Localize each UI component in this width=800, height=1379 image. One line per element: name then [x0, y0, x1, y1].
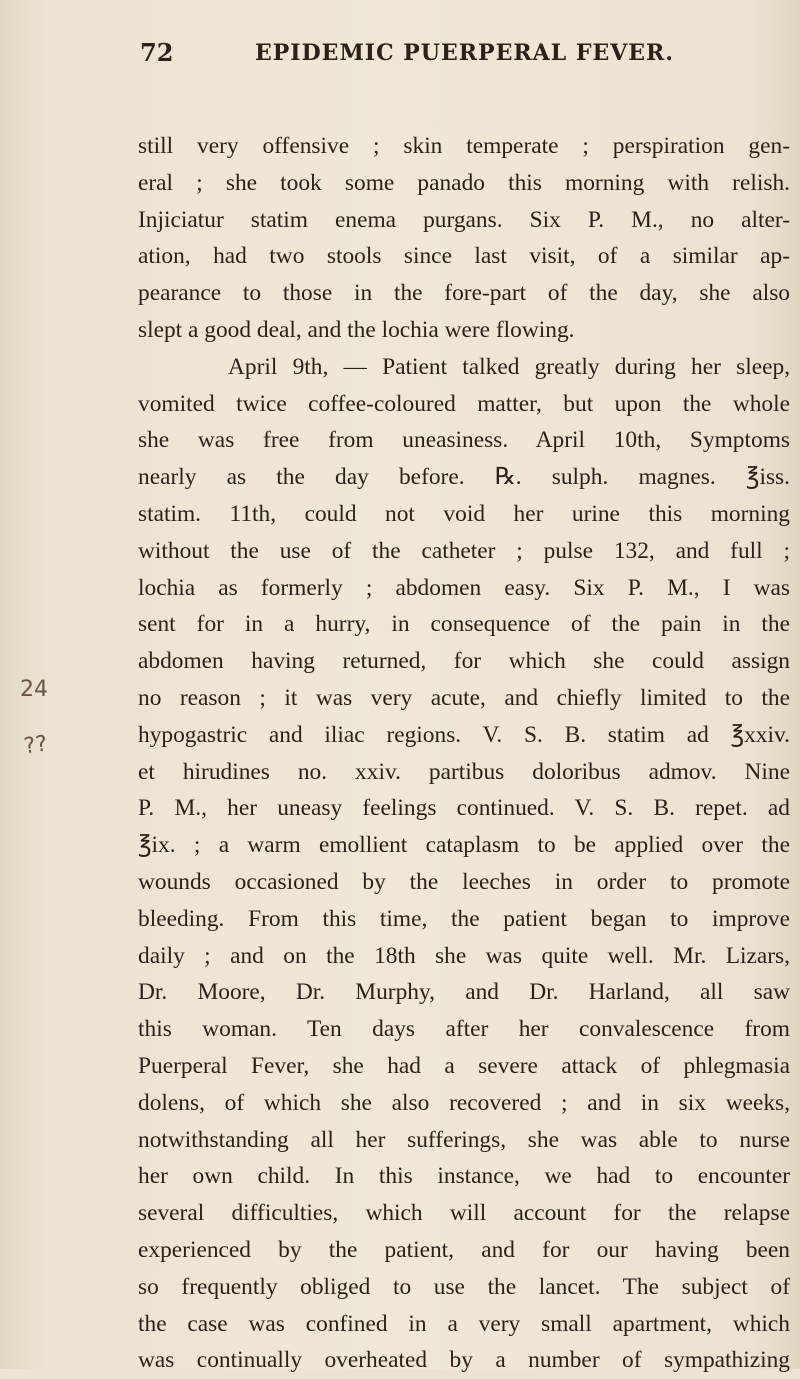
margin-note: 24 — [20, 677, 48, 702]
text-line: lochia as formerly ; abdomen easy. Six P. M., I was — [138, 574, 790, 601]
text-line: so frequently obliged to use the lancet. The subject of — [138, 1273, 790, 1300]
text-line: still very offensive ; skin temperate ; perspiration gen- — [138, 133, 790, 159]
text-line: no reason ; it was very acute, and chiefly limited to the — [138, 684, 790, 711]
text-line: she was free from uneasiness. April 10th, Symptoms — [138, 427, 790, 454]
text-line: abdomen having returned, for which she could assign — [138, 648, 790, 675]
margin-note: ?? — [22, 731, 49, 760]
text-line: bleeding. From this time, the patient began to improve — [138, 905, 790, 932]
text-line: several difficulties, which will account for the relapse — [138, 1200, 790, 1227]
text-line: April 9th, — Patient talked greatly during her sleep, — [228, 353, 790, 380]
text-line: sent for in a hurry, in consequence of the pain in the — [138, 611, 790, 638]
text-line: Injiciatur statim enema purgans. Six P. M., no alter- — [138, 206, 790, 233]
text-line: ation, had two stools since last visit, of a similar ap- — [138, 243, 790, 270]
text-line: this woman. Ten days after her convalescence from — [138, 1016, 790, 1043]
text-line: ℥ix. ; a warm emollient cataplasm to be applied over the — [138, 832, 790, 859]
text-line: hypogastric and iliac regions. V. S. B. statim ad ℥xxiv. — [138, 721, 790, 748]
text-line: daily ; and on the 18th she was quite well. Mr. Lizars, — [138, 942, 790, 969]
text-line: experienced by the patient, and for our having been — [138, 1236, 790, 1263]
text-line: wounds occasioned by the leeches in order to promote — [138, 868, 790, 895]
text-line: her own child. In this instance, we had to encounter — [138, 1163, 790, 1190]
text-line: the case was confined in a very small apartment, which — [138, 1310, 790, 1337]
text-line: Puerperal Fever, she had a severe attack of phlegmasia — [138, 1052, 790, 1079]
text-line: was continually overheated by a number of sympathizing — [138, 1347, 790, 1374]
page-number: 72 — [140, 38, 174, 67]
text-line: P. M., her uneasy feelings continued. V. S. B. repet. ad — [138, 795, 790, 822]
text-line: pearance to those in the fore-part of the day, she also — [138, 280, 790, 307]
running-head: EPIDEMIC PUERPERAL FEVER. — [255, 40, 675, 66]
text-line: notwithstanding all her sufferings, she was able to nurse — [138, 1126, 790, 1153]
text-line: et hirudines no. xxiv. partibus doloribus admov. Nine — [138, 758, 790, 785]
text-line: without the use of the catheter ; pulse 132, and full ; — [138, 537, 790, 564]
text-line: dolens, of which she also recovered ; and in six weeks, — [138, 1089, 790, 1116]
text-line: Dr. Moore, Dr. Murphy, and Dr. Harland, all saw — [138, 979, 790, 1006]
body-text — [138, 128, 790, 1379]
text-line: vomited twice coffee-coloured matter, but upon the whole — [138, 390, 790, 417]
text-line: eral ; she took some panado this morning with relish. — [138, 169, 790, 196]
text-line: slept a good deal, and the lochia were flowing. — [138, 316, 575, 343]
text-line: nearly as the day before. ℞. sulph. magnes. ℥iss. — [138, 464, 790, 491]
text-line: statim. 11th, could not void her urine this morning — [138, 500, 790, 527]
